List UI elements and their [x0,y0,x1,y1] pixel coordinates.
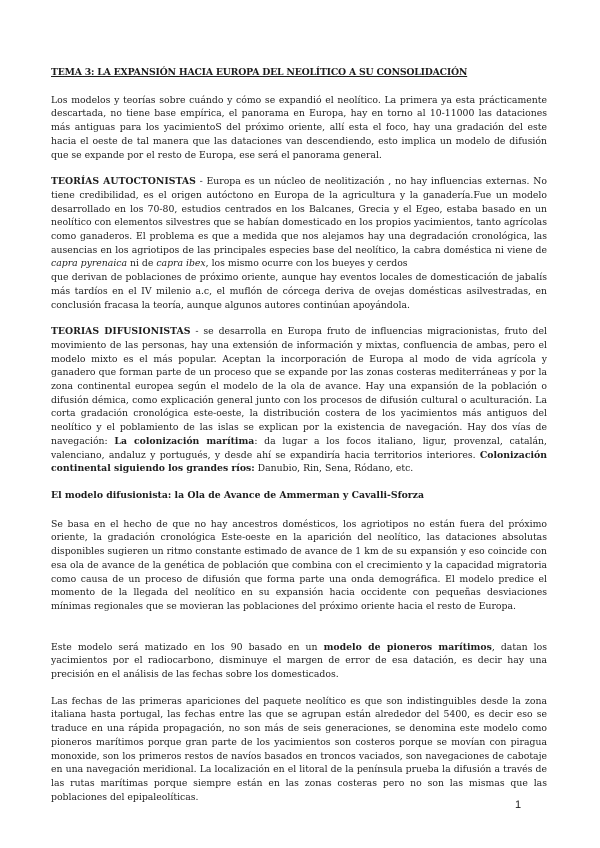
paragraph-gap [51,627,547,641]
autoctonistas-italic-1: capra pyrenaica [51,258,128,270]
difusionistas-label: TEORIAS DIFUSIONISTAS [51,326,191,338]
document-body [51,66,547,817]
pioneros-text-a: Este modelo será matizado en los 90 basado en un [51,641,324,653]
difusionistas-bold-1: La colonización marítima [114,435,255,447]
difusionistas-text-b: : da lugar a los focos italiano, ligur, provenzal, catalán, valenciano, andaluz y portugués, y desde ahí se expandiría hacia territorios interiores. [51,435,547,461]
ola-avance-paragraph: Se basa en el hecho de que no hay ancestros domésticos, los agriotipos no están fuera del próximo oriente, la gradación cronológica Este-oeste en la aparición del neolítico, las dataciones absolutas disponibles sugieren un ritmo constante estimado de avance de 1 km de su expansión y eso coincide con esa ola de avance de la genética de población que combina con el crecimiento y la capacidad migratoria como causa de un proceso de difusión que forma parte una onda demográfica. El modelo predice el momento de la llegada del neolítico en su expansión hacia occidente con pequeñas desviaciones mínimas regionales que se movieran las poblaciones del próximo oriente hacia el resto de Europa. [51,518,547,612]
difusionistas-bold-2: Colonización continental siguiendo los grandes ríos: [51,449,547,475]
section-subtitle: El modelo difusionista: la Ola de Avance de Ammerman y Cavalli-Sforza [51,489,424,501]
pioneros-bold: modelo de pioneros marítimos [323,641,492,653]
pioneros-text-b: , datan los yacimientos por el radiocarbono, disminuye el margen de error de esa datación, es decir hay una precisión en el análisis de las fechas sobre los domesticados. [51,641,547,681]
pioneros-paragraph [51,641,547,682]
document-title: TEMA 3: LA EXPANSIÓN HACIA EUROPA DEL NEOLÍTICO A SU CONSOLIDACIÓN [51,67,468,78]
autoctonistas-text-c: , los mismo ocurre con los bueyes y cerdos [205,258,408,270]
page-number: 1 [515,799,522,811]
fechas-paragraph: Las fechas de las primeras apariciones del paquete neolítico es que son indistinguibles desde la zona italiana hasta portugal, las fechas entre las que se agrupan están alrededor del 5400, es decir eso se traduce en una rápida propagación, no son más de seis generaciones, se denomina este modelo como pioneros marítimos porque gran parte de los yacimientos son costeros porque se movían con piragua monoxide, son los primeros restos de navíos basados en troncos vaciados, son navegaciones de cabotaje en una navegación meridional. La localización en el litoral de la península prueba la difusión a través de las rutas marítimas porque siempre están en las zonas costeras pero no son las mismas que las poblaciones del epipaleolíticas. [51,695,547,803]
autoctonistas-paragraph [51,175,547,312]
intro-paragraph: Los modelos y teorías sobre cuándo y cómo se expandió el neolítico. La primera ya esta prácticamente descartada, no tiene base empírica, el panorama en Europa, hay en torno al 10-11000 las dataciones más antiguas para los yacimientoS del próximo oriente, allí esta el foco, hay una gradación del este hacia el oeste de tal manera que las dataciones van descendiendo, esto implica un modelo de difusión que se expande por el resto de Europa, ese será el panorama general. [51,94,547,161]
difusionistas-text-c: Danubio, Rin, Sena, Ródano, etc. [254,463,414,475]
autoctonistas-italic-2: capra ibex [156,258,206,270]
autoctonistas-text-a: - Europa es un núcleo de neolitización , no hay influencias externas. No tiene credibilidad, es el origen autóctono en Europa de la agricultura y la ganadería.Fue un modelo desarrollado en los 70-80, estudios centrados en los Balcanes, Grecia y el Egeo, estaba basado en un neolítico con elementos silvestres que se habían domesticado en los propios yacimientos, tanto agrícolas como ganaderos. El problema es que a medida que nos alejamos hay una degradación cronológica, las ausencias en los agriotipos de las principales especies base del neolítico, la cabra doméstica ni viene de [51,176,547,256]
difusionistas-paragraph [51,325,547,476]
autoctonistas-text-b: ni de [127,258,157,270]
autoctonistas-label: TEORÍAS AUTOCTONISTAS [51,176,196,188]
difusionistas-text-a: - se desarrolla en Europa fruto de influencias migracionistas, fruto del movimiento de las personas, hay una extensión de información y mixtas, confluencia de ambas, pero el modelo mixto es el más popular. Aceptan la incorporación de Europa al modo de vida agrícola y ganadero que forman parte de un proceso que se expande por las zonas costeras mediterráneas y por la zona continental europea según el modelo de la ola de avance. Hay una expansión de la población o difusión démica, como explicación general junto con los procesos de difusión cultural o aculturación. La corta gradación cronológica este-oeste, la distribución costera de los yacimientos más antiguos del neolítico y el poblamiento de las islas se explican por la existencia de navegación. Hay dos vías de navegación: [51,326,547,447]
autoctonistas-text-d: que derivan de poblaciones de próximo oriente, aunque hay eventos locales de domesticación de jabalís más tardíos en el IV milenio a.c, el muflón de córcega deriva de ovejas domésticas asilvestradas, en conclusión fracasa la teoría, aunque algunos autores continúan apoyándola. [51,272,547,311]
